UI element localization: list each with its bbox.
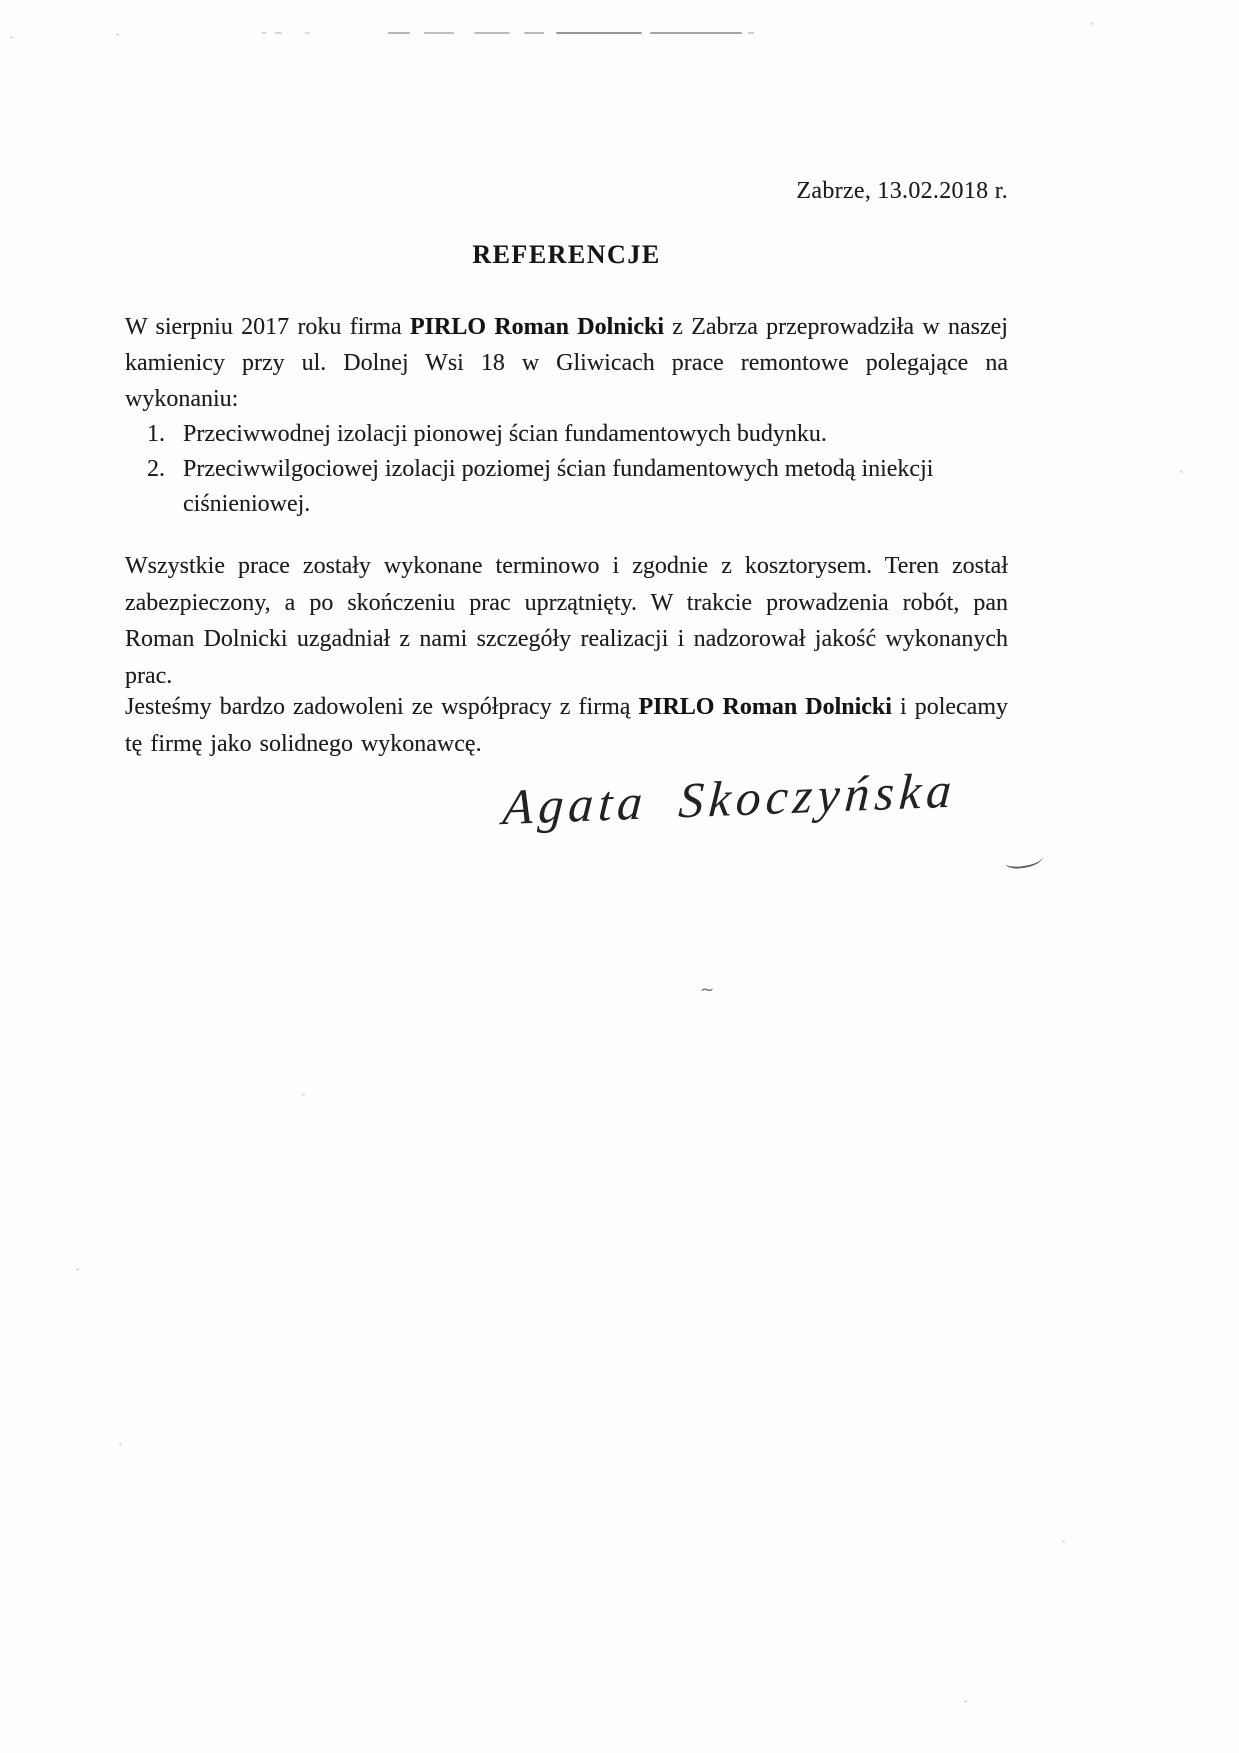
scan-speck (1062, 1540, 1065, 1543)
closing-paragraph (125, 689, 1008, 763)
scan-speck (964, 1700, 967, 1703)
date-line: Zabrze, 13.02.2018 r. (796, 178, 1008, 204)
signature-flourish (1004, 850, 1043, 870)
document-title: REFERENCJE (472, 240, 661, 269)
intro-text-post: z Zabrza przeprowadziła w naszej kamienicy przy ul. Dolnej Wsi 18 w Gliwicach prace remontowe polegające na wykonaniu: (125, 314, 1008, 412)
scan-speck (76, 1268, 79, 1271)
list-item (147, 417, 1008, 452)
work-list (147, 417, 1008, 522)
scan-speck (1090, 22, 1093, 25)
scan-speck-tilde: ~ (700, 980, 715, 1000)
list-item-number: 2. (147, 456, 165, 482)
scan-speck (119, 1443, 122, 1446)
scan-speck (1180, 470, 1183, 473)
scan-speck (116, 33, 119, 36)
list-item-number: 1. (147, 421, 165, 447)
body-paragraph: Wszystkie prace zostały wykonane terminowo i zgodnie z kosztorysem. Teren został zabezpieczony, a po skończeniu prac uprzątnięty. W trakcie prowadzenia robót, pan Roman Dolnicki uzgadniał z nami szczegóły realizacji i nadzorował jakość wykonanych prac. (125, 553, 1008, 689)
scan-speck (302, 1093, 305, 1096)
list-item (147, 452, 1008, 522)
scan-speck (10, 36, 13, 39)
intro-text-pre: W sierpniu 2017 roku firma (125, 314, 411, 340)
list-item-text: Przeciwwodnej izolacji pionowej ścian fundamentowych budynku. (183, 421, 827, 447)
list-item-text: Przeciwwilgociowej izolacji poziomej ścian fundamentowych metodą iniekcji ciśnieniowej. (183, 456, 934, 517)
company-name: PIRLO Roman Dolnicki (410, 314, 664, 340)
intro-paragraph (125, 309, 1008, 417)
scan-artifact-dashes (0, 29, 1239, 39)
company-name: PIRLO Roman Dolnicki (638, 694, 892, 720)
closing-text-post: i polecamy tę firmę jako solidnego wykonawcę. (125, 694, 1008, 757)
closing-text-pre: Jesteśmy bardzo zadowoleni ze współpracy z firmą (125, 694, 639, 720)
handwritten-signature: Agata Skoczyńska (501, 761, 959, 836)
